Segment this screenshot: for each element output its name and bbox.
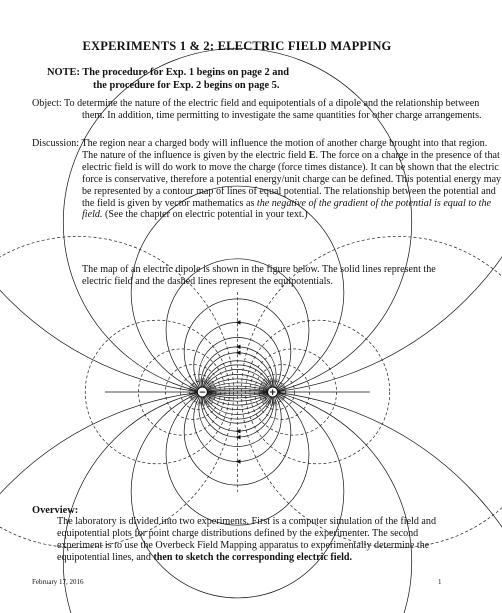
field-arrow (235, 435, 240, 439)
note-line-2: the procedure for Exp. 2 begins on page 5. (93, 79, 280, 91)
dipole-map-paragraph: The map of an electric dipole is shown in the figure below. The solid lines represent the electric field and the dashed lines represent the equipotentials. (82, 264, 436, 287)
object-paragraph: Object: To determine the nature of the electric field and equipotentials of a dipole and the relationship between them. In addition, time permitting to investigate the same quantities for other charge arrangements. (32, 98, 482, 121)
field-symbol: E (308, 149, 316, 161)
footer-page-number: 1 (438, 578, 442, 586)
field-arrow (235, 459, 240, 463)
negative-charge-label: − (198, 388, 207, 399)
discussion-paragraph: Discussion: The region near a charged body will influence the motion of another charge brought into that region. The nature of the influence is given by the electric field E. The force on a charge in the presence of that electric field is will do work to move the charge (force times distance). It can be shown that the electric force is conservative, therefore a potential energy/unit charge can be defined. This potential energy may be represented by a contour map of lines of equal potential. The relationship between the potential and the field is given by vector mathematics as the negative of the gradient of the potential is equal to the field. (See the chapter on electric potential in your text.) (32, 138, 502, 221)
overview-emphasis: then to sketch the corresponding electric field. (153, 551, 353, 563)
field-arrow (235, 429, 240, 433)
field-arrow (235, 320, 240, 324)
dipole-field-figure (105, 292, 370, 492)
overview-heading: Overview: (32, 505, 79, 516)
note-line-1: NOTE: The procedure for Exp. 1 begins on page 2 and (47, 67, 290, 78)
page-title: EXPERIMENTS 1 & 2: ELECTRIC FIELD MAPPING (82, 39, 392, 53)
overview-paragraph: The laboratory is divided into two experiments. First is a computer simulation of the field and equipotential plots for point charge distributions defined by the experimenter. The second experiment is to use the Overbeck Field Mapping apparatus to experimentally determine the equipotential lines, and then to sketch the corresponding electric field. (57, 516, 436, 563)
gradient-statement: the negative of the gradient of the potential is equal to the field. (82, 197, 491, 221)
procedure-note (47, 67, 427, 92)
field-arrow (235, 351, 240, 355)
footer-date: February 17, 2016 (32, 578, 84, 586)
positive-charge-label: + (268, 388, 277, 399)
field-arrow (235, 345, 240, 349)
